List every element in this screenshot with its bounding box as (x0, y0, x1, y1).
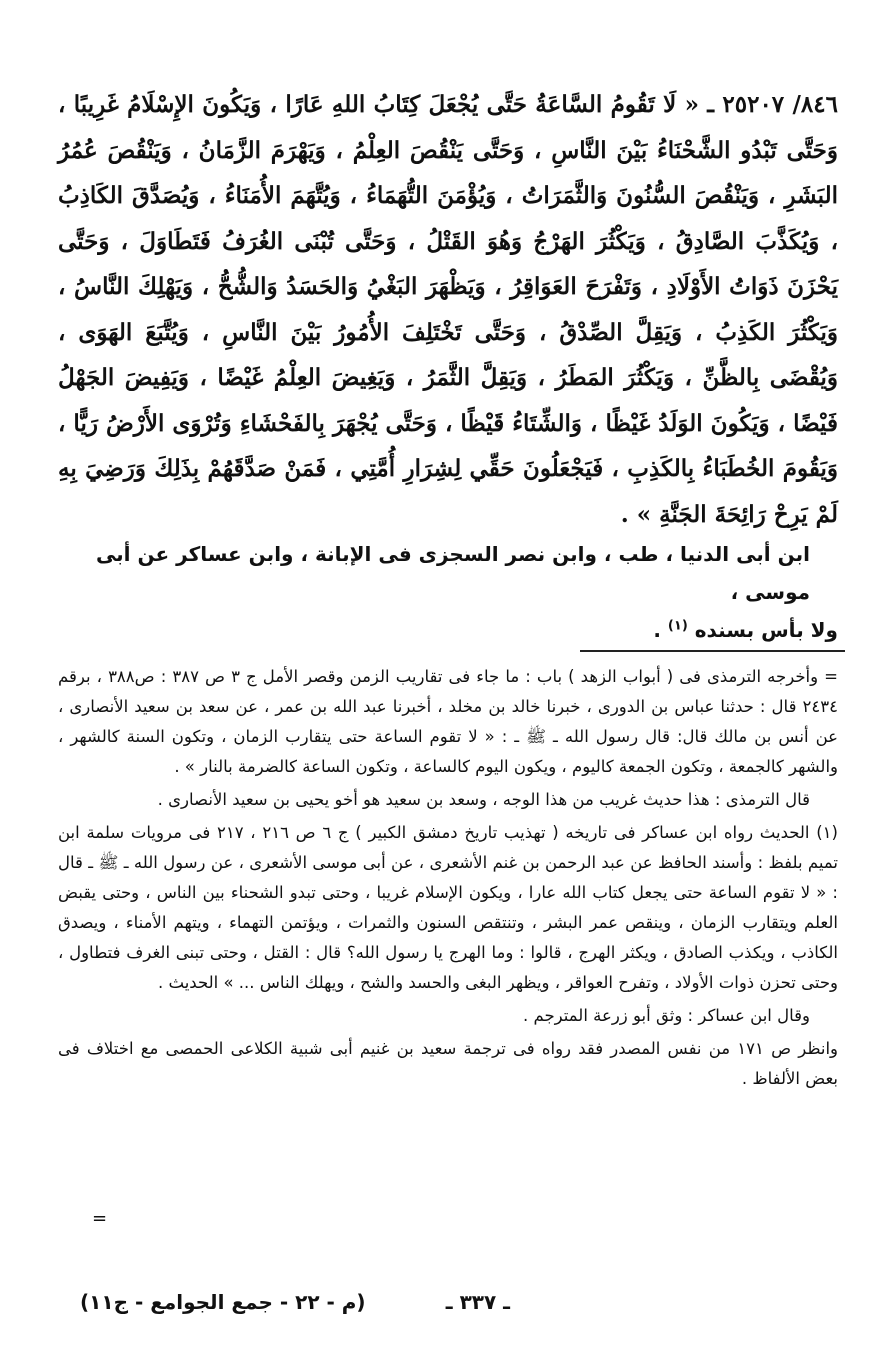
sources-line-2-text: ولا بأس بسنده (694, 618, 838, 642)
footnote-1: (١) الحديث رواه ابن عساكر فى تاريخه ( تهذيب تاريخ دمشق الكبير ) ج ٦ ص ٢١٦ ، ٢١٧ فى مرويات سلمة ابن تميم بلفظ : وأسند الحافظ عن عبد الرحمن بن غنم الأشعرى ، عن أبى موسى الأشعرى ، عن رسول الله ـ ﷺ ـ قال : « لا تقوم الساعة حتى يجعل كتاب الله عارا ، ويكون الإسلام غريبا ، وحتى تبدو الشحناء بين الناس ، وحتى يقبض العلم ويتقارب الزمان ، وينقص عمر البشر ، وتنتقص السنون والثمرات ، ويؤتمن التهماء ، ويتهم الأمناء ، ويصدق الكاذب ، ويكذب الصادق ، ويكثر الهرج ، قالوا : وما الهرج يا رسول الله؟ قال : القتل ، وحتى تبنى الغرف فتطاول ، وحتى تحزن ذوات الأولاد ، وتفرح العواقر ، ويظهر البغى والحسد والشح ، ويهلك الناس ... » الحديث . (58, 823, 838, 992)
footnote-ibn-asakir-comment: وقال ابن عساكر : وثق أبو زرعة المترجم . (523, 1006, 810, 1025)
volume-signature: (م - ٢٢ - جمع الجوامع - ج١١) (80, 1290, 366, 1314)
continuation-mark: = (92, 1208, 108, 1229)
footnote-divider (580, 650, 845, 652)
page-number: ـ ٣٣٧ ـ (445, 1290, 510, 1314)
hadith-sources (58, 535, 838, 649)
hadith-text: ٨٤٦/ ٢٥٢٠٧ ـ « لَا تَقُومُ السَّاعَةُ حَتَّى يُجْعَلَ كِتَابُ اللهِ عَارًا ، وَيَكُونَ الإِسْلَامُ غَرِيبًا ، وَحَتَّى تَبْدُو الشَّحْنَاءُ بَيْنَ النَّاسِ ، وَحَتَّى يَنْقُصَ العِلْمُ ، وَيَهْرَمَ الزَّمَانُ ، وَيَنْقُصَ عُمُرُ البَشَرِ ، وَيَنْقُصَ السُّنُونَ وَالثَّمَرَاتُ ، وَيُؤْمَنَ التُّهَمَاءُ ، وَيُتَّهَمَ الأُمَنَاءُ ، وَيُصَدَّقَ الكَاذِبُ ، وَيُكَذَّبَ الصَّادِقُ ، وَيَكْثُرَ الهَرْجُ وَهُوَ القَتْلُ ، وَحَتَّى تُبْنَى الغُرَفُ فَتَطَاوَلَ ، وَحَتَّى يَحْزَنَ ذَوَاتُ الأَوْلَادِ ، وَتَفْرَحَ العَوَاقِرُ ، وَيَظْهَرَ البَغْيُ وَالحَسَدُ وَالشُّحُّ ، وَيَهْلِكَ النَّاسُ ، وَيَكْثُرَ الكَذِبُ ، وَيَقِلَّ الصِّدْقُ ، وَحَتَّى تَخْتَلِفَ الأُمُورُ بَيْنَ النَّاسِ ، وَيُتَّبَعَ الهَوَى ، وَيُقْضَى بِالظَّنِّ ، وَيَكْثُرَ المَطَرُ ، وَيَقِلَّ الثَّمَرُ ، وَيَغِيضَ العِلْمُ غَيْضًا ، وَيَفِيضَ الجَهْلُ فَيْضًا ، وَيَكُونَ الوَلَدُ غَيْظًا ، وَالشِّتَاءُ قَيْظًا ، وَحَتَّى يُجْهَرَ بِالفَحْشَاءِ وَتُرْوَى الأَرْضُ رَيًّا ، وَيَقُومَ الخُطَبَاءُ بِالكَذِبِ ، فَيَجْعَلُونَ حَقِّي لِشِرَارِ أُمَّتِي ، فَمَنْ صَدَّقَهُمْ بِذَلِكَ وَرَضِيَ بِهِ لَمْ يَرِحْ رَائِحَةَ الجَنَّةِ » . (58, 91, 838, 528)
sources-end-punct: . (653, 618, 668, 642)
footnote-tirmidhi-comment: قال الترمذى : هذا حديث غريب من هذا الوجه ، وسعد بن سعيد هو أخو يحيى بن سعيد الأنصارى . (157, 790, 810, 809)
footnote-see-also: وانظر ص ١٧١ من نفس المصدر فقد رواه فى ترجمة سعيد بن غنيم أبى شبية الكلاعى الحمصى مع اختلاف فى بعض الألفاظ . (58, 1039, 838, 1088)
footnotes-section (58, 662, 838, 1097)
footnote-continuation: = وأخرجه الترمذى فى ( أبواب الزهد ) باب : ما جاء فى تقاريب الزمن وقصر الأمل ج ٣ ص ٣٨٧ : ص٣٨٨ ، برقم ٢٤٣٤ قال : حدثنا عباس بن الدورى ، خبرنا خالد بن مخلد ، أخبرنا عبد الله بن عمر ، عن سعد بن سعيد الأنصارى ، عن أنس بن مالك قال: قال رسول الله ـ ﷺ ـ : « لا تقوم الساعة حتى يتقارب الزمان ، وتكون السنة كالشهر ، والشهر كالجمعة ، وتكون الجمعة كاليوم ، ويكون اليوم كالساعة ، وتكون الساعة كالضرمة بالنار » . (58, 667, 838, 776)
page-footer (80, 1290, 510, 1322)
footnote-reference[interactable]: (١) (667, 618, 688, 634)
sources-line-2 (58, 611, 838, 649)
sources-line-1: ابن أبى الدنيا ، طب ، وابن نصر السجزى فى الإبانة ، وابن عساكر عن أبى موسى ، (95, 542, 810, 604)
